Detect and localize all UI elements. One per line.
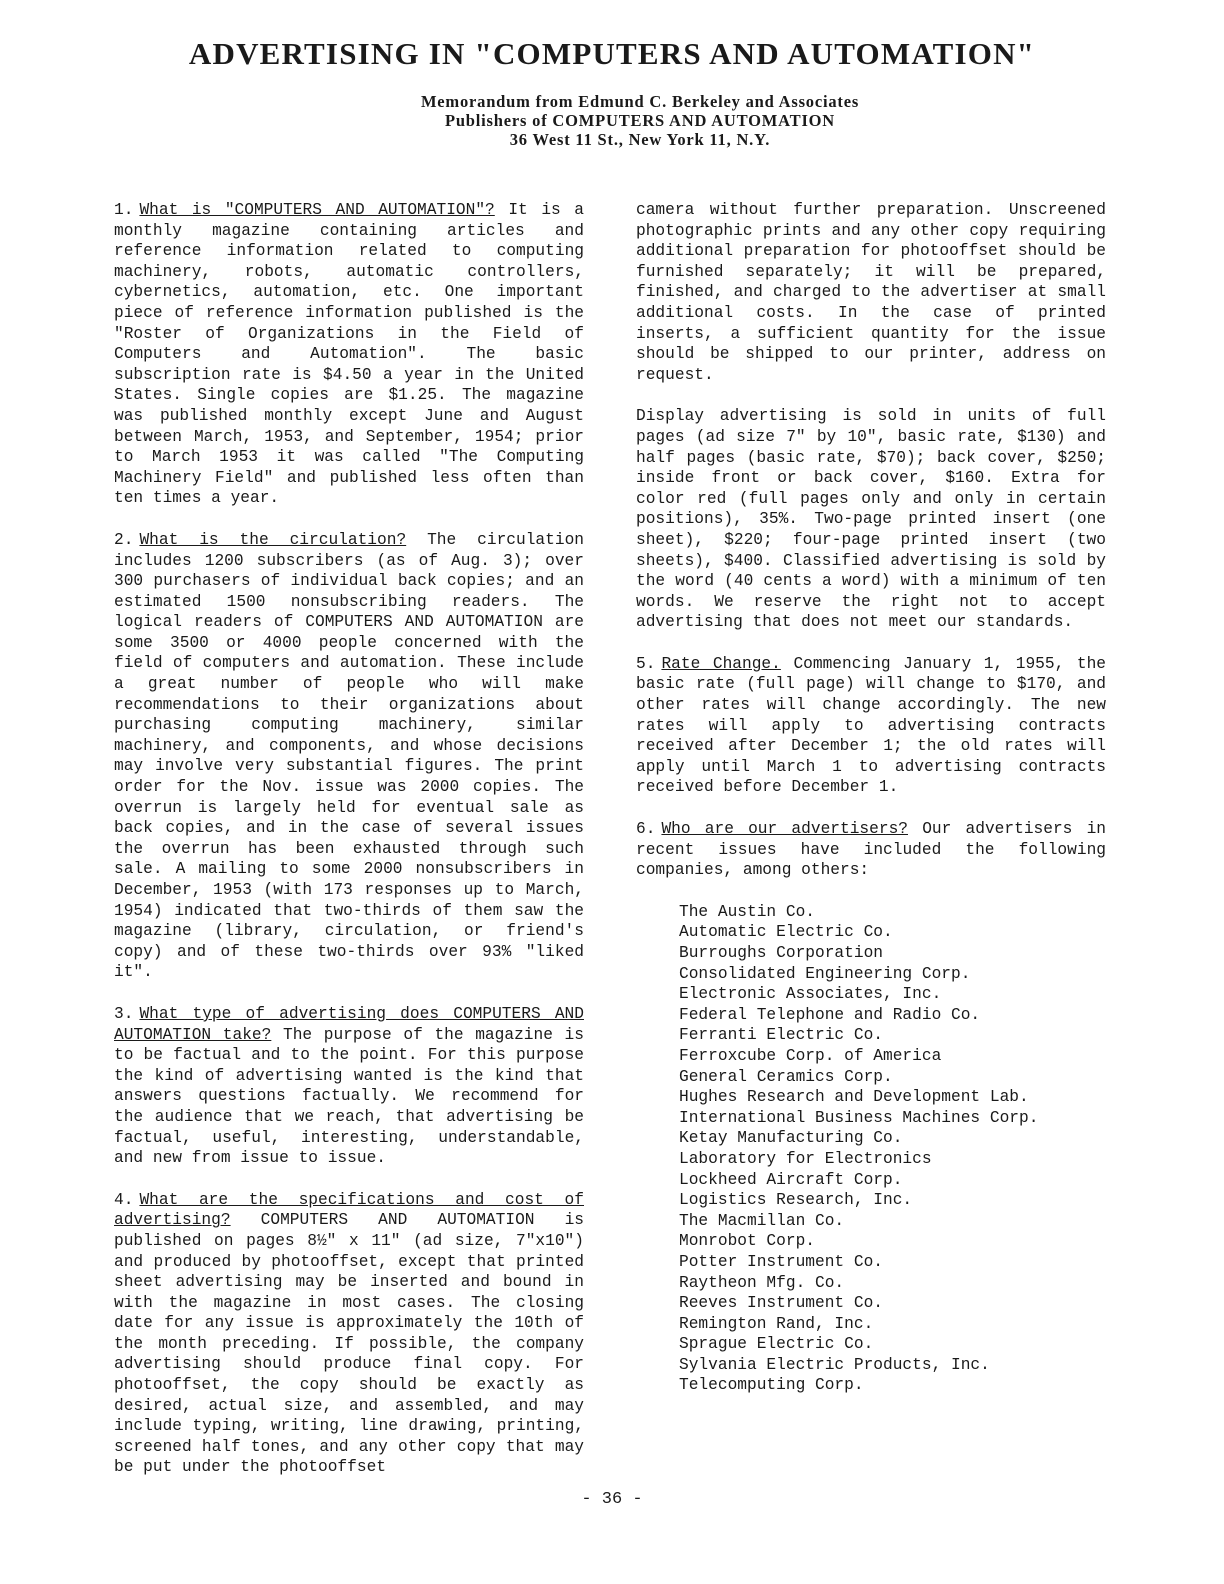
- memo-header: [280, 92, 1000, 149]
- advertiser-item: The Austin Co.: [679, 902, 815, 921]
- section-number: 4.: [114, 1190, 134, 1209]
- memo-publisher: Publishers of COMPUTERS AND AUTOMATION: [444, 111, 836, 130]
- section-4: [114, 1190, 584, 1478]
- advertiser-item: Reeves Instrument Co.: [679, 1294, 883, 1313]
- advertiser-item: Hughes Research and Development Lab.: [679, 1088, 1029, 1107]
- section-body: It is a monthly magazine containing articles and reference information related to computing machinery, robots, automatic controllers, cybernetics, automation, etc. One important piece of reference information published is the "Roster of Organizations in the Field of Computers and Automation". The basic subscription rate is $4.50 a year in the United States. Single copies are $1.25. The magazine was published monthly except June and August between March, 1953, and September, 1954; prior to March 1953 it was called "The Computing Machinery Field" and published less often than ten times a year.: [114, 201, 585, 508]
- advertiser-item: Potter Instrument Co.: [679, 1252, 883, 1271]
- section-body: Commencing January 1, 1955, the basic rate (full page) will change to $170, and other rates will change accordingly. The new rates will apply to advertising contracts received after December 1; the old rates will apply until March 1 to advertising contracts received before December 1.: [636, 654, 1107, 797]
- advertiser-item: Ferranti Electric Co.: [679, 1026, 883, 1045]
- section-3: [114, 1004, 584, 1169]
- advertiser-item: International Business Machines Corp.: [679, 1108, 1039, 1127]
- section-number: 3.: [114, 1004, 134, 1023]
- section-heading: Who are our advertisers?: [661, 820, 908, 839]
- advertiser-item: General Ceramics Corp.: [679, 1067, 893, 1086]
- advertiser-item: Raytheon Mfg. Co.: [679, 1273, 845, 1292]
- advertiser-item: Sylvania Electric Products, Inc.: [679, 1355, 990, 1374]
- advertiser-item: The Macmillan Co.: [679, 1211, 845, 1230]
- section-2: [114, 530, 584, 983]
- section-1: [114, 200, 584, 509]
- advertiser-list: [636, 902, 1106, 1396]
- advertiser-item: Electronic Associates, Inc.: [679, 985, 942, 1004]
- page-number: - 36 -: [581, 1490, 643, 1509]
- section-number: 5.: [636, 654, 656, 673]
- advertiser-item: Logistics Research, Inc.: [679, 1191, 913, 1210]
- section-number: 6.: [636, 820, 656, 839]
- memo-from: Memorandum from Edmund C. Berkeley and Associates: [420, 92, 860, 111]
- advertiser-item: Consolidated Engineering Corp.: [679, 964, 971, 983]
- display-advertising-rates: Display advertising is sold in units of full pages (ad size 7" by 10", basic rate, $130) and half pages (basic rate, $70); back cover, $250; inside front or back cover, $160. Extra for color red (full pages only and only in certain positions), 35%. Two-page printed insert (one sheet), $220; four-page printed insert (two sheets), $400. Classified advertising is sold by the word (40 cents a word) with a minimum of ten words. We reserve the right not to accept advertising that does not meet our standards.: [636, 407, 1106, 632]
- section-6: [636, 819, 1106, 881]
- advertiser-item: Lockheed Aircraft Corp.: [679, 1170, 903, 1189]
- section-heading: What type of advertising does COMPUTERS AND AUTOMATION take?: [114, 1004, 584, 1044]
- section-heading: Rate Change.: [661, 654, 781, 673]
- page-title: ADVERTISING IN "COMPUTERS AND AUTOMATION": [188, 36, 1036, 71]
- advertiser-item: Ferroxcube Corp. of America: [679, 1046, 942, 1065]
- advertiser-item: Laboratory for Electronics: [679, 1149, 932, 1168]
- advertiser-item: Federal Telephone and Radio Co.: [679, 1005, 981, 1024]
- left-column: [114, 200, 584, 1499]
- section-5: [636, 654, 1106, 798]
- advertiser-item: Remington Rand, Inc.: [679, 1314, 874, 1333]
- advertiser-item: Sprague Electric Co.: [679, 1335, 874, 1354]
- right-column: [636, 200, 1106, 1396]
- section-heading: What is the circulation?: [139, 530, 407, 549]
- section-body: The circulation includes 1200 subscribers (as of Aug. 3); over 300 purchasers of individual back copies; and an estimated 1500 nonsubscribing readers. The logical readers of COMPUTERS AND AUTOMATION are some 3500 or 4000 people concerned with the field of computers and automation. These include a great number of people who will make recommendations to their organizations about purchasing computing machinery, similar machinery, and components, and whose decisions may involve very substantial figures. The print order for the Nov. issue was 2000 copies. The overrun is largely held for eventual sale as back copies, and in the case of several issues the overrun has been exhausted through such sale. A mailing to some 2000 nonsubscribers in December, 1953 (with 173 responses up to March, 1954) indicated that two-thirds of them saw the magazine (library, circulation, or friend's copy) and of these two-thirds over 93% "liked it".: [114, 530, 585, 982]
- section-body: The purpose of the magazine is to be factual and to the point. For this purpose the kind of advertising wanted is the kind that answers questions factually. We recommend for the audience that we reach, that advertising be factual, useful, interesting, understandable, and new from issue to issue.: [114, 1025, 584, 1168]
- section-body: Our advertisers in recent issues have included the following companies, among others:: [636, 820, 1107, 880]
- advertiser-item: Ketay Manufacturing Co.: [679, 1129, 903, 1148]
- advertiser-item: Monrobot Corp.: [679, 1232, 815, 1251]
- advertiser-item: Automatic Electric Co.: [679, 923, 893, 942]
- advertiser-item: Burroughs Corporation: [679, 944, 883, 962]
- memo-address: 36 West 11 St., New York 11, N.Y.: [509, 130, 771, 149]
- section-heading: What are the specifications and cost of advertising?: [114, 1190, 584, 1230]
- section-body: COMPUTERS AND AUTOMATION is published on pages 8½" x 11" (ad size, 7"x10") and produced by photooffset, except that printed sheet advertising may be inserted and bound in with the magazine in most cases. The closing date for any issue is approximately the 10th of the month preceding. If possible, the company advertising should produce final copy. For photooffset, the copy should be exactly as desired, actual size, and assembled, and may include typing, writing, line drawing, printing, screened half tones, and any other copy that may be put under the photooffset: [114, 1211, 585, 1477]
- section-heading: What is "COMPUTERS AND AUTOMATION"?: [139, 201, 495, 219]
- section-number: 2.: [114, 530, 134, 549]
- section-number: 1.: [114, 201, 134, 219]
- section-4-continued: camera without further preparation. Unscreened photographic prints and any other copy requiring additional preparation for photooffset should be furnished separately; it will be prepared, finished, and charged to the advertiser at small additional costs. In the case of printed inserts, a sufficient quantity for the issue should be shipped to our printer, address on request.: [636, 201, 1106, 384]
- advertiser-item: Telecomputing Corp.: [679, 1376, 864, 1395]
